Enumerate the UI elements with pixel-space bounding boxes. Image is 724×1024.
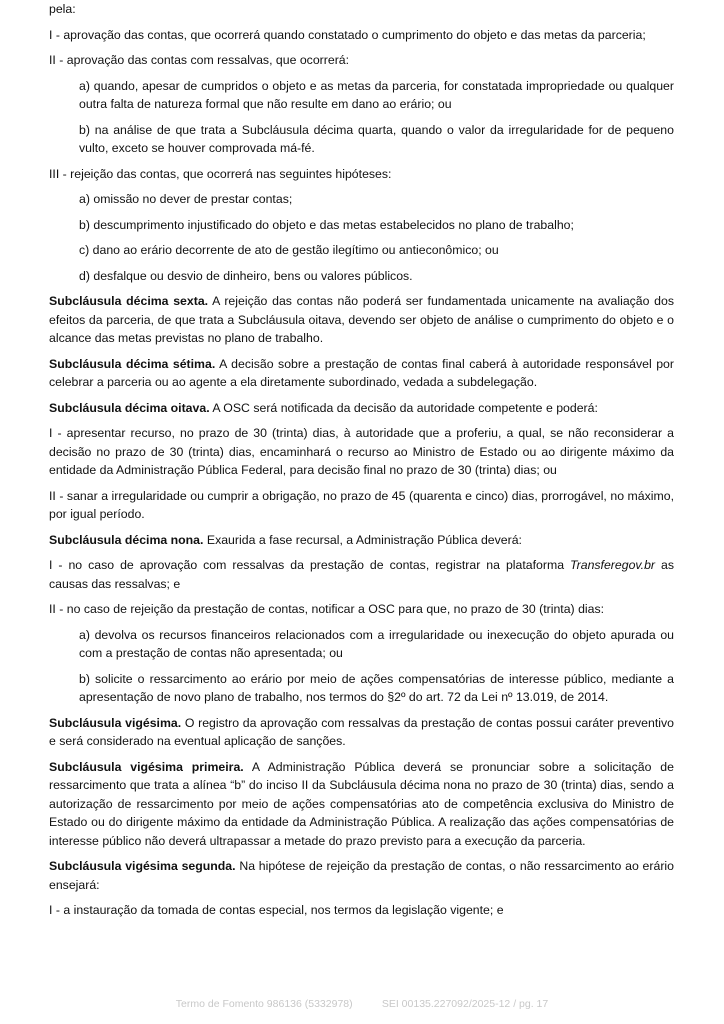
- paragraph-item: a) quando, apesar de cumpridos o objeto e as metas da parceria, for constatada impropriedade ou qualquer outra falta de natureza formal que não resulte em dano ao erário; ou: [79, 78, 674, 111]
- paragraph: I - apresentar recurso, no prazo de 30 (trinta) dias, à autoridade que a proferiu, a qual, se não reconsiderar a decisão no prazo de 30 (trinta) dias, encaminhará o recurso ao Ministro de Estado ou ao dirigente máximo da entidade da Administração Pública Federal, para decisão final no prazo de 30 (trinta) dias; ou: [49, 426, 674, 477]
- paragraph-item: c) dano ao erário decorrente de ato de gestão ilegítimo ou antieconômico; ou: [79, 243, 499, 257]
- clause-heading: Subcláusula décima sexta.: [49, 294, 209, 308]
- paragraph: III - rejeição das contas, que ocorrerá nas seguintes hipóteses:: [49, 166, 392, 181]
- footer-document-id: Termo de Fomento 986136 (5332978): [175, 998, 353, 1010]
- paragraph: I - a instauração da tomada de contas especial, nos termos da legislação vigente; e: [49, 903, 504, 917]
- clause-paragraph: Subcláusula vigésima segunda. Na hipótese de rejeição da prestação de contas, o não ressarcimento ao erário ensejará:: [49, 859, 674, 892]
- paragraph-item: a) devolva os recursos financeiros relacionados com a irregularidade ou inexecução do objeto apurada ou com a prestação de contas não apresentada; ou: [79, 627, 674, 660]
- paragraph: II - no caso de rejeição da prestação de contas, notificar a OSC para que, no prazo de 30 (trinta) dias:: [49, 602, 605, 616]
- page-footer: [0, 998, 724, 1010]
- paragraph: I - aprovação das contas, que ocorrerá quando constatado o cumprimento do objeto e das metas da parceria;: [49, 27, 646, 42]
- paragraph-item: a) omissão no dever de prestar contas;: [79, 192, 293, 206]
- clause-heading: Subcláusula décima oitava.: [49, 400, 210, 415]
- paragraph-item: b) solicite o ressarcimento ao erário por meio de ações compensatórias de interesse público, mediante a apresentação de novo plano de trabalho, nos termos do §2º do art. 72 da Lei nº 13.019, de 2014.: [79, 671, 674, 704]
- clause-paragraph: Subcláusula décima nona. Exaurida a fase recursal, a Administração Pública deverá:: [49, 532, 522, 547]
- clause-paragraph: Subcláusula décima oitava. A OSC será notificada da decisão da autoridade competente e poderá:: [49, 400, 598, 415]
- clause-paragraph: Subcláusula décima sexta. A rejeição das contas não poderá ser fundamentada unicamente na avaliação dos efeitos da parceria, de que trata a Subcláusula oitava, devendo ser objeto de análise o cumprimento do objeto e o alcance das metas previstas no plano de trabalho.: [49, 294, 675, 345]
- clause-paragraph: Subcláusula vigésima. O registro da aprovação com ressalvas da prestação de contas possui caráter preventivo e será considerado na eventual aplicação de sanções.: [49, 715, 674, 748]
- paragraph-item: d) desfalque ou desvio de dinheiro, bens ou valores públicos.: [79, 268, 413, 283]
- clause-heading: Subcláusula vigésima primeira.: [49, 759, 244, 774]
- paragraph: I - no caso de aprovação com ressalvas da prestação de contas, registrar na plataforma Transferegov.br as causas das ressalvas; e: [49, 558, 674, 591]
- paragraph: II - aprovação das contas com ressalvas, que ocorrerá:: [49, 53, 350, 67]
- paragraph: II - sanar a irregularidade ou cumprir a obrigação, no prazo de 45 (quarenta e cinco) dias, prorrogável, no máximo, por igual período.: [49, 488, 674, 521]
- clause-paragraph: Subcláusula décima sétima. A decisão sobre a prestação de contas final caberá à autoridade responsável por celebrar a parceria ou ao agente a ela diretamente subordinado, vedada a subdelegação.: [49, 356, 674, 389]
- paragraph: pela:: [49, 2, 76, 16]
- clause-heading: Subcláusula décima sétima.: [49, 356, 216, 371]
- paragraph-item: b) descumprimento injustificado do objeto e das metas estabelecidos no plano de trabalho;: [79, 217, 574, 232]
- clause-heading: Subcláusula décima nona.: [49, 532, 204, 547]
- paragraph-item: b) na análise de que trata a Subcláusula décima quarta, quando o valor da irregularidade for de pequeno vulto, exceto se houver comprovada má-fé.: [79, 122, 674, 155]
- platform-name: Transferegov.br: [570, 558, 656, 572]
- clause-heading: Subcláusula vigésima segunda.: [49, 859, 236, 873]
- clause-paragraph: Subcláusula vigésima primeira. A Administração Pública deverá se pronunciar sobre a solicitação de ressarcimento que trata a alínea “b” do inciso II da Subcláusula décima nona no prazo de 30 (trinta) dias, sendo a autorização de ressarcimento por meio de ações compensatórias ato de competência exclusiva do Ministro de Estado ou do dirigente máximo da entidade da Administração Pública. A realização das ações compensatórias de interesse público não deverá ultrapassar a metade do prazo previsto para a execução da parceria.: [49, 759, 674, 848]
- clause-heading: Subcláusula vigésima.: [49, 715, 182, 730]
- footer-sei-page: SEI 00135.227092/2025-12 / pg. 17: [381, 998, 549, 1010]
- document-body: [49, 0, 674, 927]
